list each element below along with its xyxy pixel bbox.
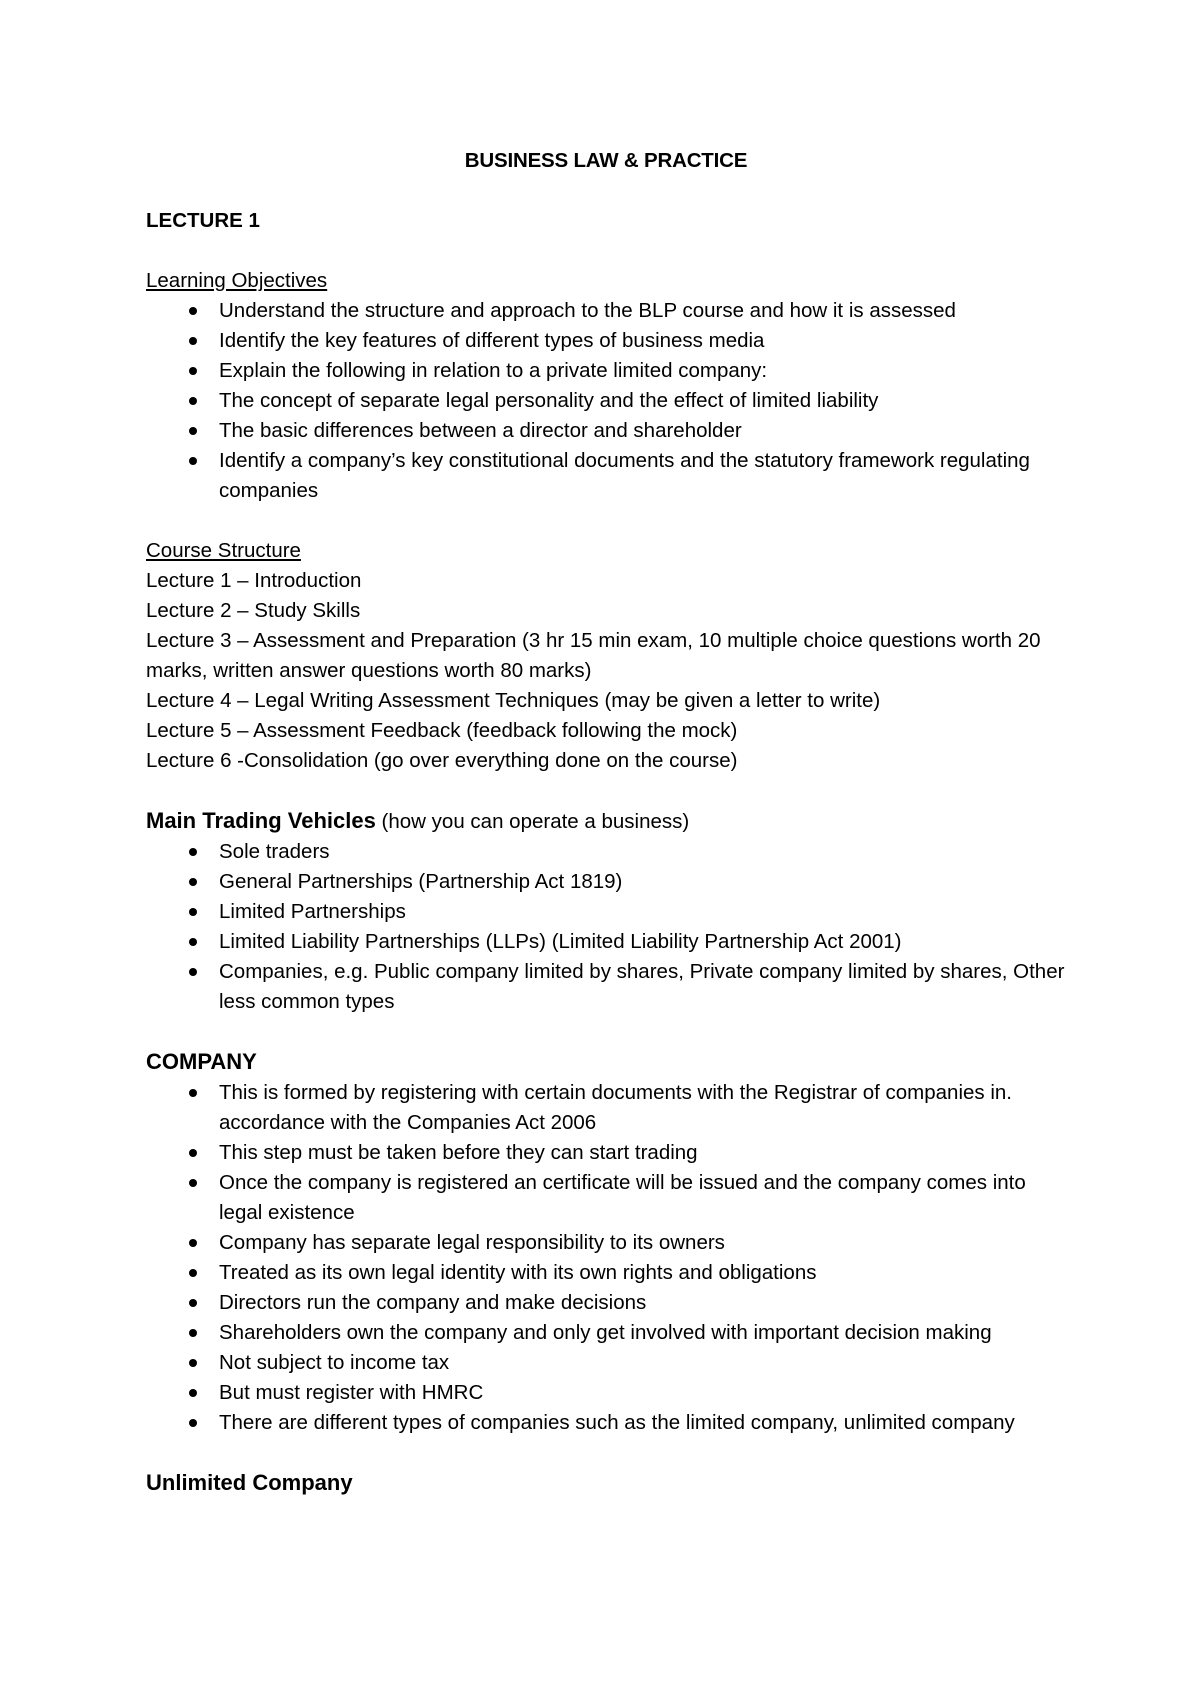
bullet-icon <box>189 878 197 886</box>
list-item: Identify the key features of different types of business media <box>146 326 1066 356</box>
bullet-icon <box>189 908 197 916</box>
company-list <box>146 1078 1066 1438</box>
bullet-icon <box>189 307 197 315</box>
list-item: Understand the structure and approach to the BLP course and how it is assessed <box>146 296 1066 326</box>
main-trading-vehicles-note: (how you can operate a business) <box>375 810 690 833</box>
bullet-icon <box>189 337 197 345</box>
list-item: Sole traders <box>146 837 1066 867</box>
list-item: General Partnerships (Partnership Act 1819) <box>146 867 1066 897</box>
list-item: The basic differences between a director and shareholder <box>146 416 1066 446</box>
company-heading: COMPANY <box>146 1049 257 1074</box>
list-item: This is formed by registering with certain documents with the Registrar of companies in. accordance with the Companies Act 2006 <box>146 1078 1066 1138</box>
bullet-icon <box>189 1299 197 1307</box>
list-item: Once the company is registered an certificate will be issued and the company comes into legal existence <box>146 1168 1066 1228</box>
bullet-icon <box>189 1329 197 1337</box>
bullet-icon <box>189 457 197 465</box>
list-item: Limited Liability Partnerships (LLPs) (Limited Liability Partnership Act 2001) <box>146 927 1066 957</box>
course-structure-line: Lecture 1 – Introduction <box>146 569 362 592</box>
bullet-icon <box>189 1239 197 1247</box>
lecture-heading: LECTURE 1 <box>146 209 260 232</box>
document-title: BUSINESS LAW & PRACTICE <box>464 149 748 172</box>
list-item: Identify a company’s key constitutional documents and the statutory framework regulating companies <box>146 446 1066 506</box>
document-page <box>146 146 1066 1499</box>
bullet-icon <box>189 1089 197 1097</box>
list-item: Shareholders own the company and only get involved with important decision making <box>146 1318 1066 1348</box>
bullet-icon <box>189 397 197 405</box>
course-structure-line: Lecture 6 -Consolidation (go over everything done on the course) <box>146 749 738 772</box>
learning-objectives-heading: Learning Objectives <box>146 269 328 292</box>
bullet-icon <box>189 938 197 946</box>
bullet-icon <box>189 848 197 856</box>
list-item: Not subject to income tax <box>146 1348 1066 1378</box>
list-item: Limited Partnerships <box>146 897 1066 927</box>
course-structure-heading: Course Structure <box>146 539 301 562</box>
main-trading-vehicles-heading: Main Trading Vehicles (how you can operate a business) <box>146 808 690 833</box>
course-structure-line: Lecture 4 – Legal Writing Assessment Techniques (may be given a letter to write) <box>146 689 881 712</box>
list-item: Companies, e.g. Public company limited by shares, Private company limited by shares, Other less common types <box>146 957 1066 1017</box>
list-item: But must register with HMRC <box>146 1378 1066 1408</box>
bullet-icon <box>189 1269 197 1277</box>
bullet-icon <box>189 427 197 435</box>
bullet-icon <box>189 968 197 976</box>
bullet-icon <box>189 1419 197 1427</box>
list-item: Directors run the company and make decisions <box>146 1288 1066 1318</box>
list-item: Explain the following in relation to a private limited company: <box>146 356 1066 386</box>
unlimited-company-heading: Unlimited Company <box>146 1470 353 1495</box>
course-structure-line: Lecture 2 – Study Skills <box>146 599 361 622</box>
bullet-icon <box>189 1389 197 1397</box>
course-structure-line: Lecture 5 – Assessment Feedback (feedback following the mock) <box>146 719 738 742</box>
main-trading-vehicles-list <box>146 837 1066 1017</box>
course-structure-line: Lecture 3 – Assessment and Preparation (3 hr 15 min exam, 10 multiple choice questions worth 20 marks, written answer questions worth 80 marks) <box>146 629 1041 682</box>
list-item: This step must be taken before they can start trading <box>146 1138 1066 1168</box>
list-item: Treated as its own legal identity with its own rights and obligations <box>146 1258 1066 1288</box>
list-item: The concept of separate legal personality and the effect of limited liability <box>146 386 1066 416</box>
list-item: There are different types of companies such as the limited company, unlimited company <box>146 1408 1066 1438</box>
learning-objectives-list <box>146 296 1066 506</box>
bullet-icon <box>189 1359 197 1367</box>
bullet-icon <box>189 367 197 375</box>
list-item: Company has separate legal responsibility to its owners <box>146 1228 1066 1258</box>
bullet-icon <box>189 1149 197 1157</box>
bullet-icon <box>189 1179 197 1187</box>
